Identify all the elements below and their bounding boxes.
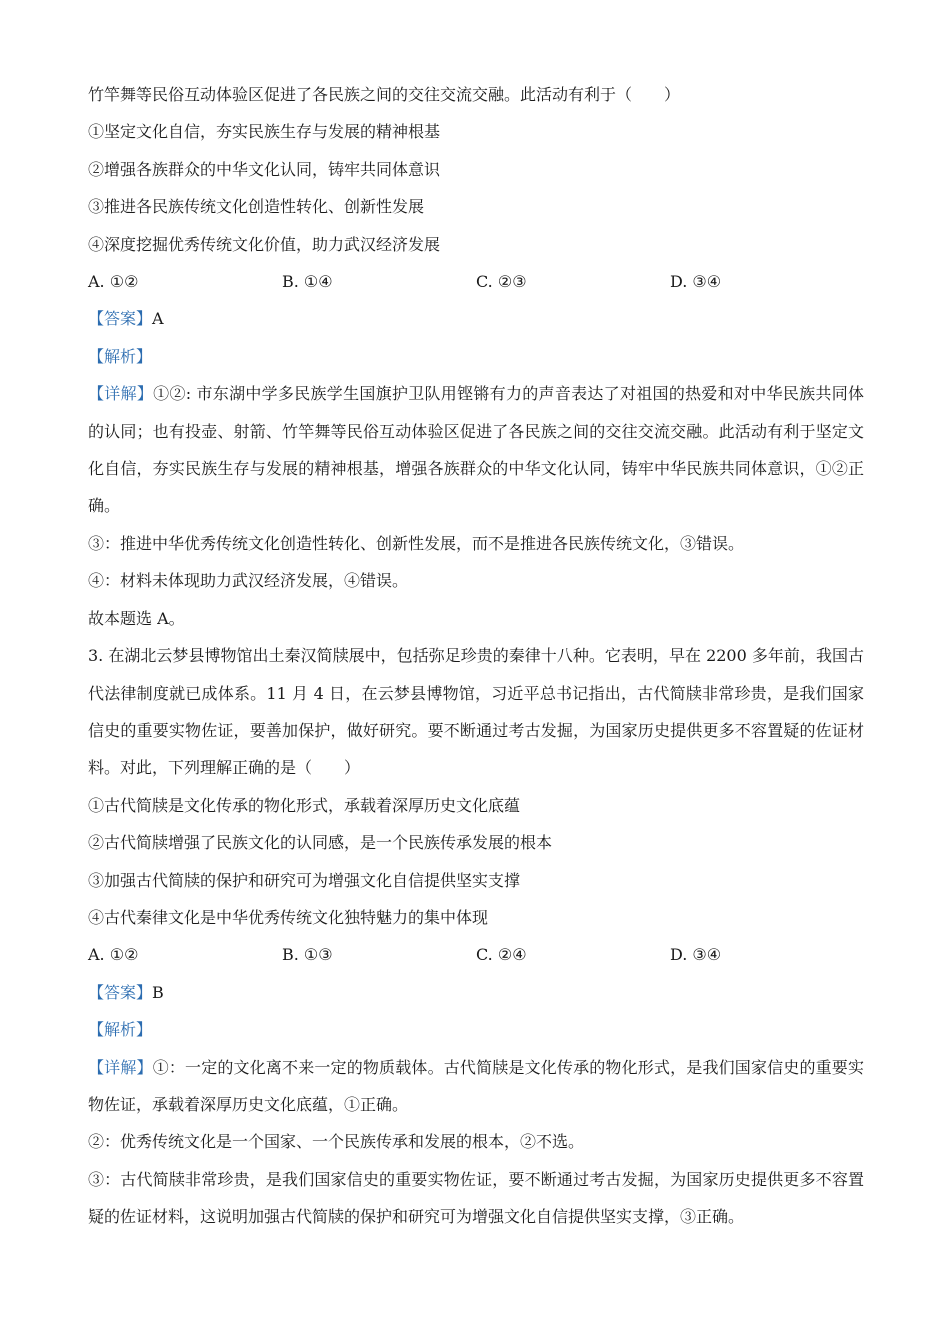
q3-detail-2: ②：优秀传统文化是一个国家、一个民族传承和发展的根本，②不选。	[88, 1132, 585, 1152]
q3-answer	[88, 974, 864, 1011]
document-page	[88, 76, 864, 1236]
q2-answer-value: A	[152, 309, 164, 329]
q2-option-b: B. ①④	[282, 272, 333, 292]
q3-item-1: ①古代简牍是文化传承的物化形式，承载着深厚历史文化底蕴	[88, 795, 521, 815]
q3-option-b: B. ①③	[282, 945, 333, 965]
q3-detail-label: 【详解】	[88, 1057, 153, 1077]
q3-stem: 3. 在湖北云梦县博物馆出土秦汉简牍展中，包括弥足珍贵的秦律十八种。它表明，早在 2200 多年前，我国古代法律制度就已成体系。11 月 4 日，在云梦县博物馆，习近平总书记指出，古代简牍非常珍贵，是我们国家信史的重要实物佐证，要善加保护，做好研究。要不断通过考古发掘，为国家历史提供更多不容置疑的佐证材料。对此，下列理解正确的是（ ）	[88, 646, 864, 778]
q3-item-4: ④古代秦律文化是中华优秀传统文化独特魅力的集中体现	[88, 907, 489, 927]
q2-option-d: D. ③④	[670, 272, 722, 292]
q2-option-a: A. ①②	[88, 272, 139, 292]
q3-detail-3: ③：古代简牍非常珍贵，是我们国家信史的重要实物佐证，要不断通过考古发掘，为国家历史提供更多不容置疑的佐证材料，这说明加强古代简牍的保护和研究可为增强文化自信提供坚实支撑，③正确。	[88, 1169, 864, 1227]
q3-analysis-label: 【解析】	[88, 1020, 153, 1040]
q3-options	[88, 936, 864, 973]
q3-item-3: ③加强古代简牍的保护和研究可为增强文化自信提供坚实支撑	[88, 870, 521, 890]
q2-detail-1: 【详解】①②: 市东湖中学多民族学生国旗护卫队用铿锵有力的声音表达了对祖国的热爱和对中华民族共同体的认同；也有投壶、射箭、竹竿舞等民俗互动体验区促进了各民族之间的交往交流交融。此活动有利于坚定文化自信，夯实民族生存与发展的精神根基，增强各族群众的中华文化认同，铸牢中华民族共同体意识，①②正确。	[88, 384, 864, 516]
q2-item-3: ③推进各民族传统文化创造性转化、创新性发展	[88, 197, 425, 217]
q2-answer-label: 【答案】	[88, 309, 153, 329]
q2-option-c: C. ②③	[476, 272, 527, 292]
q3-option-c: C. ②④	[476, 945, 527, 965]
q3-option-d: D. ③④	[670, 945, 722, 965]
q3-item-2: ②古代简牍增强了民族文化的认同感，是一个民族传承发展的根本	[88, 833, 553, 853]
q2-stem-tail: 竹竿舞等民俗互动体验区促进了各民族之间的交往交流交融。此活动有利于（ ）	[88, 85, 681, 104]
q3-answer-value: B	[152, 982, 164, 1002]
q3-answer-label: 【答案】	[88, 982, 153, 1002]
q2-item-2: ②增强各族群众的中华文化认同，铸牢共同体意识	[88, 159, 441, 179]
q2-options	[88, 263, 864, 300]
q2-item-1: ①坚定文化自信，夯实民族生存与发展的精神根基	[88, 122, 441, 142]
q2-detail-3: ④：材料未体现助力武汉经济发展，④错误。	[88, 571, 409, 591]
q2-analysis-label: 【解析】	[88, 346, 153, 366]
q3-option-a: A. ①②	[88, 945, 139, 965]
q2-answer	[88, 300, 864, 337]
q2-detail-label: 【详解】	[88, 384, 154, 404]
q2-detail-2: ③：推进中华优秀传统文化创造性转化、创新性发展，而不是推进各民族传统文化，③错误。	[88, 533, 745, 553]
q2-item-4: ④深度挖掘优秀传统文化价值，助力武汉经济发展	[88, 234, 441, 254]
q3-detail-1: 【详解】①：一定的文化离不来一定的物质载体。古代简牍是文化传承的物化形式，是我们国家信史的重要实物佐证，承载着深厚历史文化底蕴，①正确。	[88, 1057, 864, 1114]
q2-conclusion: 故本题选 A。	[88, 608, 185, 628]
